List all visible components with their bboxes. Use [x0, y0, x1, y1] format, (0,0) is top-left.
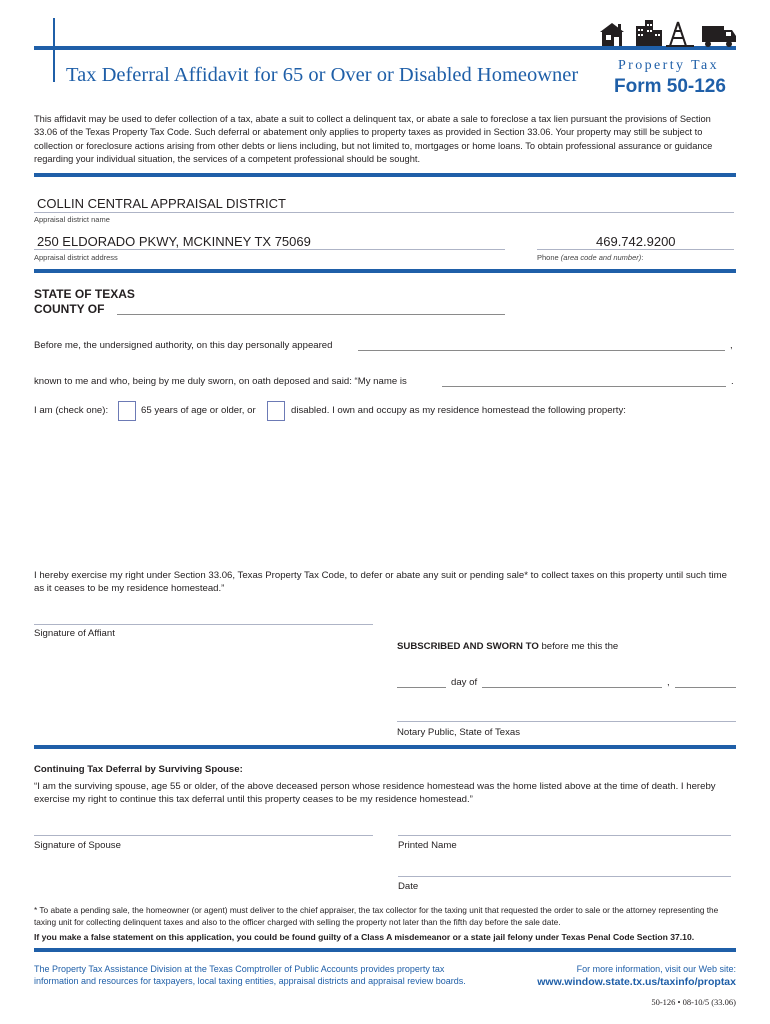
- district-name-label: Appraisal district name: [34, 215, 110, 224]
- printed-name-field[interactable]: [398, 835, 731, 836]
- section-divider: [34, 269, 736, 273]
- section-divider: [34, 745, 736, 749]
- county-label: COUNTY OF: [34, 302, 105, 316]
- affiant-signature-field[interactable]: [34, 624, 373, 625]
- spouse-heading: Continuing Tax Deferral by Surviving Spouse:: [34, 764, 243, 775]
- disabled-label: disabled. I own and occupy as my residence homestead the following property:: [291, 405, 626, 416]
- district-address-field[interactable]: [34, 249, 505, 250]
- day-of-label: day of: [451, 677, 478, 688]
- affiant-signature-label: Signature of Affiant: [34, 628, 115, 639]
- subscribed-line: SUBSCRIBED AND SWORN TO before me this the: [397, 641, 619, 652]
- website-link[interactable]: www.window.state.tx.us/taxinfo/proptax: [537, 976, 736, 988]
- date-comma: ,: [667, 677, 670, 688]
- disabled-checkbox[interactable]: [267, 401, 285, 421]
- appeared-text: Before me, the undersigned authority, on this day personally appeared: [34, 340, 333, 351]
- age-65-label: 65 years of age or older, or: [141, 405, 256, 416]
- notary-label: Notary Public, State of Texas: [397, 727, 521, 738]
- state-heading: STATE OF TEXAS: [34, 287, 135, 301]
- spouse-paragraph: “I am the surviving spouse, age 55 or older, of the above deceased person whose residence homestead was the home listed above at the time of death. I hereby exercise my right to continue this tax deferral until this property ceases to be my residence homestead.”: [34, 781, 716, 805]
- phone-value: 469.742.9200: [596, 234, 676, 249]
- day-number-field[interactable]: [397, 687, 446, 688]
- oil-derrick-icon: [666, 22, 694, 46]
- spouse-signature-field[interactable]: [34, 835, 373, 836]
- check-one-label: I am (check one):: [34, 405, 109, 416]
- year-field[interactable]: [675, 687, 736, 688]
- property-type-icons: [598, 18, 738, 50]
- house-icon: [600, 23, 624, 46]
- notary-signature-field[interactable]: [397, 721, 736, 722]
- sworn-period: .: [731, 376, 734, 387]
- section-divider: [34, 173, 736, 177]
- spouse-signature-label: Signature of Spouse: [34, 840, 121, 851]
- exercise-paragraph: I hereby exercise my right under Section 33.06, Texas Property Tax Code, to defer or abate any suit or pending sale* to collect taxes on this property until such time as it ceases to be my residence homestead.”: [34, 570, 727, 594]
- printed-name-label: Printed Name: [398, 840, 457, 851]
- truck-icon: [702, 26, 736, 47]
- spouse-date-label: Date: [398, 881, 419, 892]
- county-field[interactable]: [117, 314, 505, 315]
- phone-field[interactable]: [537, 249, 734, 250]
- district-name-value: COLLIN CENTRAL APPRAISAL DISTRICT: [37, 196, 286, 211]
- form-code: 50-126 • 08-10/5 (33.06): [651, 997, 736, 1007]
- spouse-date-field[interactable]: [398, 876, 731, 877]
- age-65-checkbox[interactable]: [118, 401, 136, 421]
- office-buildings-icon: [636, 20, 662, 46]
- form-title: Tax Deferral Affidavit for 65 or Over or Disabled Homeowner: [66, 64, 579, 86]
- district-address-value: 250 ELDORADO PKWY, MCKINNEY TX 75069: [37, 234, 311, 249]
- appeared-name-field[interactable]: [358, 350, 725, 351]
- district-name-field[interactable]: [34, 212, 734, 213]
- phone-label: Phone (area code and number):: [537, 253, 644, 262]
- section-divider: [34, 948, 736, 952]
- form-category: Property Tax: [618, 58, 720, 73]
- division-line-1: The Property Tax Assistance Division at the Texas Comptroller of Public Accounts provides property tax: [34, 964, 445, 974]
- false-statement-warning: If you make a false statement on this application, you could be found guilty of a Class A misdemeanor or a state jail felony under Texas Penal Code Section 37.10.: [34, 932, 695, 942]
- footnote: * To abate a pending sale, the homeowner (or agent) must deliver to the chief appraiser, the tax collector for the taxing unit that requested the order to sale or the attorney representing the taxing unit for collecting delinquent taxes and also to the officer charged with selling the property not later than the fifth day before the sale date.: [34, 905, 719, 927]
- more-info-text: For more information, visit our Web site:: [576, 964, 736, 974]
- district-address-label: Appraisal district address: [34, 253, 118, 262]
- header-rule-vertical: [53, 18, 55, 82]
- appeared-comma: ,: [730, 340, 733, 351]
- form-number: Form 50-126: [614, 76, 726, 97]
- intro-paragraph: This affidavit may be used to defer collection of a tax, abate a suit to collect a delinquent tax, or abate a sale to foreclose a tax lien pursuant the provisions of Section 33.06 of the Texas Property Tax Code. Such deferral or abatement only applies to property taxes as provided in Section 33.06. Your property may still be subject to collection or foreclosure actions arising from other debts or liens including, but not limited to, mortgages or home loans. To obtain professional assurance or guidance regarding your individual situation, the services of a competent professional should be sought.: [34, 114, 713, 164]
- property-description-area[interactable]: [34, 425, 736, 560]
- month-field[interactable]: [482, 687, 662, 688]
- sworn-text: known to me and who, being by me duly sworn, on oath deposed and said: “My name is: [34, 376, 407, 387]
- affiant-name-field[interactable]: [442, 386, 726, 387]
- division-line-2: information and resources for taxpayers, local taxing entities, appraisal districts and appraisal review boards.: [34, 976, 466, 986]
